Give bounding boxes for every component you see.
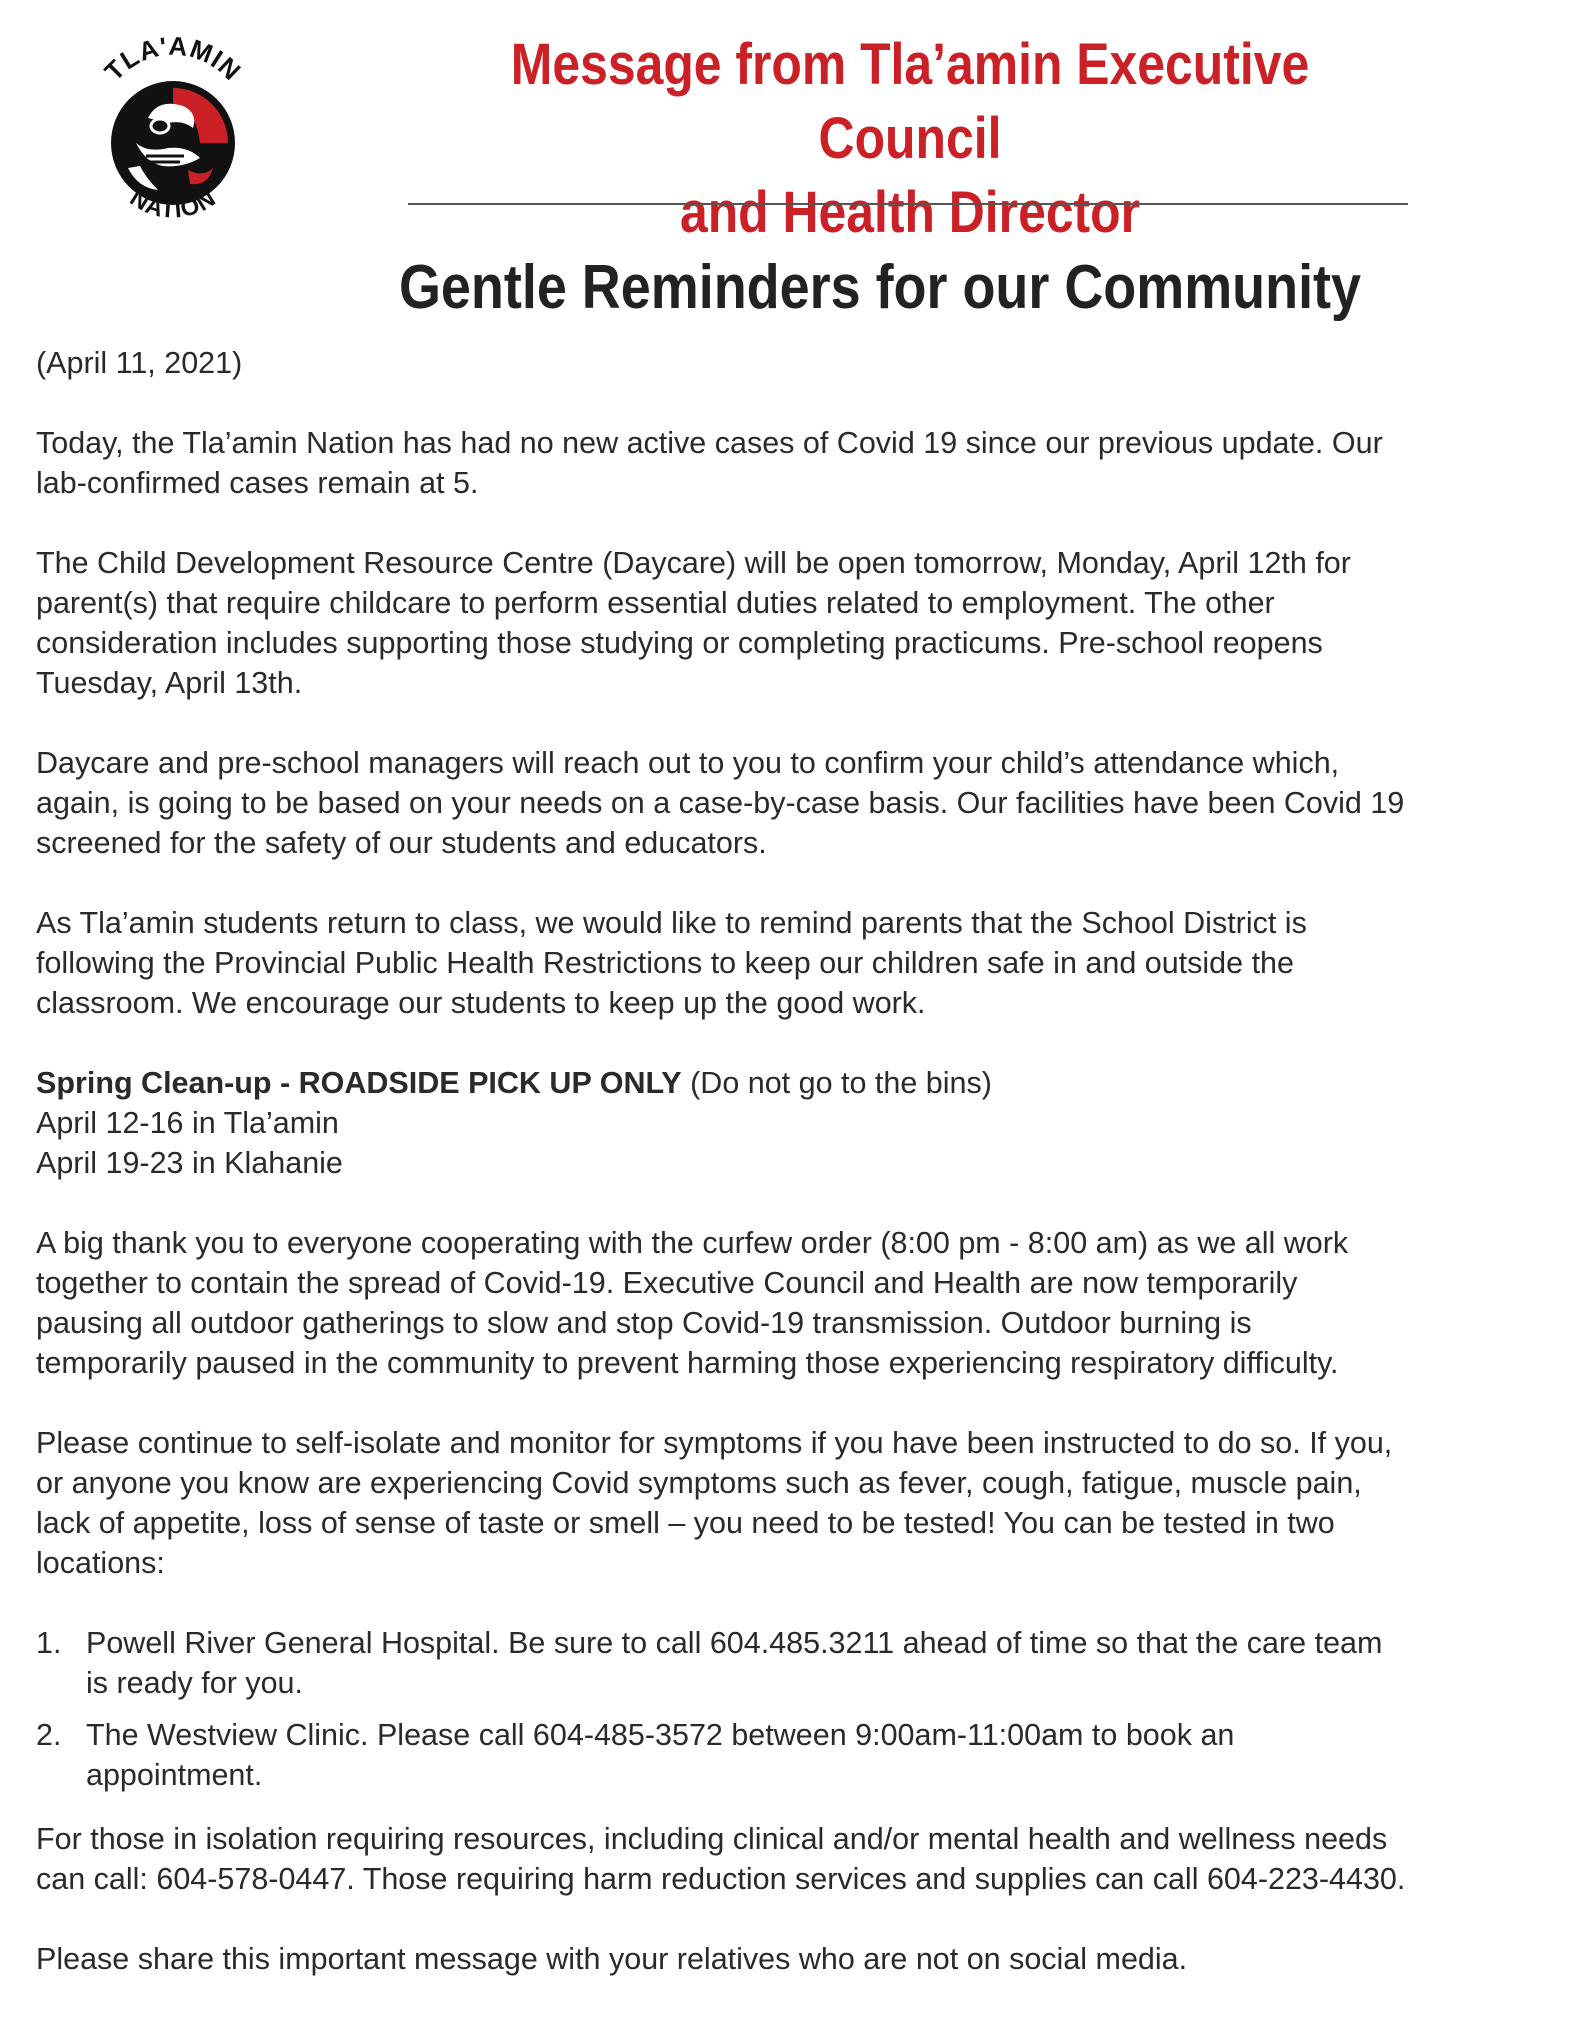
testing-locations-list [36, 1623, 1566, 1795]
text-line: consideration includes supporting those studying or completing practicums. Pre-school reopens [36, 626, 1323, 660]
text-line: or anyone you know are experiencing Covid symptoms such as fever, cough, fatigue, muscle pain, [36, 1466, 1362, 1500]
paragraph-spring-cleanup [36, 1063, 1566, 1183]
paragraph-school [36, 903, 1566, 1023]
text-line: Today, the Tla’amin Nation has had no new active cases of Covid 19 since our previous update. Our [36, 426, 1383, 460]
tlaamin-nation-logo [88, 28, 258, 238]
message-body [36, 343, 1566, 2019]
paragraph-resources [36, 1819, 1566, 1899]
cleanup-note: (Do not go to the bins) [681, 1066, 992, 1100]
list-item [36, 1715, 1566, 1795]
text-line: The Child Development Resource Centre (Daycare) will be open tomorrow, Monday, April 12th for [36, 546, 1351, 580]
page-subtitle: Gentle Reminders for our Community [398, 253, 1362, 322]
text-line: appointment. [86, 1758, 263, 1792]
text-line: Please continue to self-isolate and monitor for symptoms if you have been instructed to do so. If you, [36, 1426, 1393, 1460]
text-line: together to contain the spread of Covid-19. Executive Council and Health are now temporarily [36, 1266, 1298, 1300]
logo-text-bottom: NATION [125, 184, 221, 224]
header-divider [408, 203, 1408, 205]
paragraph-share [36, 1939, 1566, 1979]
cleanup-bold-label: Spring Clean-up - ROADSIDE PICK UP ONLY [36, 1066, 682, 1100]
text-line: lack of appetite, loss of sense of taste or smell – you need to be tested! You can be tested in two [36, 1506, 1335, 1540]
logo-text-top: TLA'AMIN [98, 30, 248, 87]
cleanup-heading [36, 1063, 1566, 1103]
header-title [454, 28, 1366, 250]
cleanup-date-klahanie: April 19-23 in Klahanie [36, 1146, 343, 1180]
text-line: pausing all outdoor gatherings to slow and stop Covid-19 transmission. Outdoor burning is [36, 1306, 1252, 1340]
text-line: following the Provincial Public Health Restrictions to keep our children safe in and outside the [36, 946, 1294, 980]
header-title-line2: and Health Director [679, 180, 1141, 245]
text-line: Powell River General Hospital. Be sure to call 604.485.3211 ahead of time so that the care team [86, 1626, 1383, 1660]
text-line: Daycare and pre-school managers will reach out to you to confirm your child’s attendance which, [36, 746, 1340, 780]
paragraph-testing [36, 1423, 1566, 1583]
list-item-number: 2. [36, 1718, 62, 1752]
text-line: lab-confirmed cases remain at 5. [36, 466, 479, 500]
text-line: For those in isolation requiring resources, including clinical and/or mental health and wellness needs [36, 1822, 1388, 1856]
svg-text:TLA'AMIN [99, 31, 248, 87]
text-line: is ready for you. [86, 1666, 303, 1700]
text-line: parent(s) that require childcare to perform essential duties related to employment. The other [36, 586, 1275, 620]
text-line: Tuesday, April 13th. [36, 666, 303, 700]
text-line: The Westview Clinic. Please call 604-485-3572 between 9:00am-11:00am to book an [86, 1718, 1235, 1752]
header-title-line1: Message from Tla’amin Executive Council [510, 32, 1310, 171]
list-item-number: 1. [36, 1626, 62, 1660]
list-item [36, 1623, 1566, 1703]
text-line: temporarily paused in the community to prevent harming those experiencing respiratory difficulty. [36, 1346, 1339, 1380]
text-line: again, is going to be based on your needs on a case-by-case basis. Our facilities have been Covid 19 [36, 786, 1405, 820]
text-line: Please share this important message with your relatives who are not on social media. [36, 1942, 1188, 1976]
cleanup-date-tlaamin: April 12-16 in Tla’amin [36, 1106, 339, 1140]
text-line: classroom. We encourage our students to keep up the good work. [36, 986, 926, 1020]
paragraph-curfew [36, 1223, 1566, 1383]
text-line: locations: [36, 1546, 165, 1580]
text-line: As Tla’amin students return to class, we would like to remind parents that the School District is [36, 906, 1307, 940]
paragraph-cases [36, 423, 1566, 503]
text-line: can call: 604-578-0447. Those requiring harm reduction services and supplies can call 604-223-4430. [36, 1862, 1406, 1896]
text-line: A big thank you to everyone cooperating with the curfew order (8:00 pm - 8:00 am) as we all work [36, 1226, 1349, 1260]
text-line: screened for the safety of our students and educators. [36, 826, 767, 860]
paragraph-attendance [36, 743, 1566, 863]
date-line: (April 11, 2021) [36, 346, 243, 380]
paragraph-daycare [36, 543, 1566, 703]
